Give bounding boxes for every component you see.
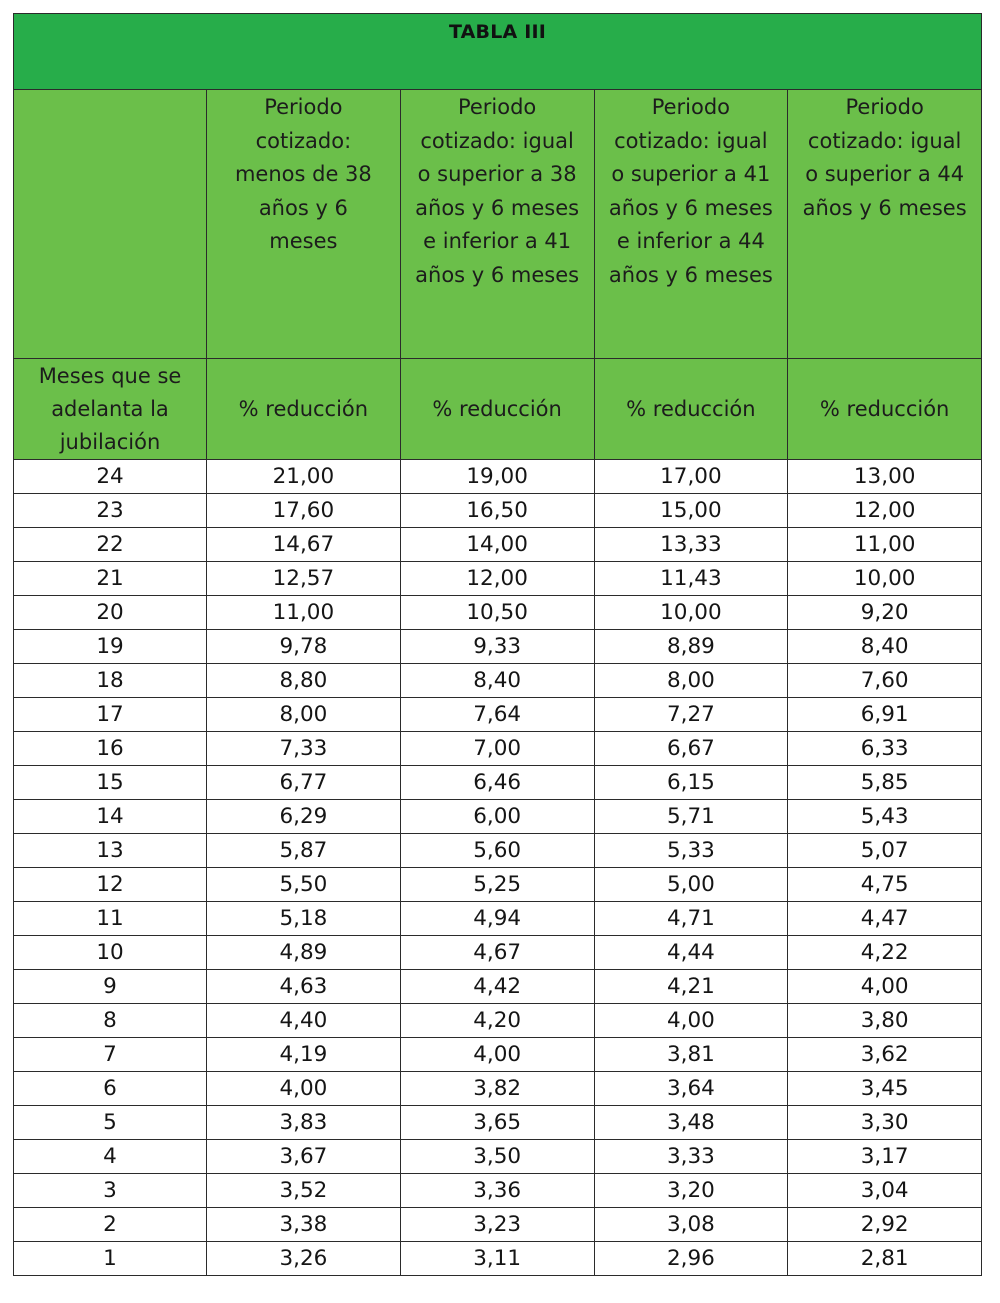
months-cell: 1 bbox=[14, 1242, 207, 1276]
reduction-cell: 6,15 bbox=[594, 766, 788, 800]
months-cell: 13 bbox=[14, 834, 207, 868]
reduction-cell: 3,80 bbox=[788, 1004, 982, 1038]
column-header-label: Periodo cotizado: igual o superior a 38 años y 6 meses e inferior a 41 años y 6 meses bbox=[415, 95, 580, 287]
months-cell: 15 bbox=[14, 766, 207, 800]
reduction-cell: 3,64 bbox=[594, 1072, 788, 1106]
reduction-cell: 5,18 bbox=[207, 902, 401, 936]
table-row bbox=[14, 834, 982, 868]
months-cell: 3 bbox=[14, 1174, 207, 1208]
table-row bbox=[14, 596, 982, 630]
table-row bbox=[14, 936, 982, 970]
reduction-cell: 5,50 bbox=[207, 868, 401, 902]
reduction-cell: 17,60 bbox=[207, 494, 401, 528]
months-cell: 17 bbox=[14, 698, 207, 732]
table-row bbox=[14, 732, 982, 766]
reduction-cell: 11,00 bbox=[788, 528, 982, 562]
reduction-cell: 11,00 bbox=[207, 596, 401, 630]
reduction-cell: 10,00 bbox=[788, 562, 982, 596]
reduction-table bbox=[13, 13, 982, 1276]
reduction-cell: 9,78 bbox=[207, 630, 401, 664]
table-row bbox=[14, 1242, 982, 1276]
months-cell: 20 bbox=[14, 596, 207, 630]
reduction-cell: 3,33 bbox=[594, 1140, 788, 1174]
reduction-cell: 6,46 bbox=[400, 766, 594, 800]
reduction-cell: 4,42 bbox=[400, 970, 594, 1004]
reduction-cell: 8,40 bbox=[400, 664, 594, 698]
reduction-cell: 8,00 bbox=[207, 698, 401, 732]
reduction-cell: 17,00 bbox=[594, 460, 788, 494]
table-row bbox=[14, 970, 982, 1004]
reduction-cell: 3,20 bbox=[594, 1174, 788, 1208]
reduction-cell: 7,33 bbox=[207, 732, 401, 766]
sub-header-reduction: % reducción bbox=[788, 359, 982, 460]
reduction-cell: 3,81 bbox=[594, 1038, 788, 1072]
table-row bbox=[14, 494, 982, 528]
reduction-cell: 5,33 bbox=[594, 834, 788, 868]
table-row bbox=[14, 664, 982, 698]
reduction-cell: 16,50 bbox=[400, 494, 594, 528]
months-cell: 9 bbox=[14, 970, 207, 1004]
title-row bbox=[14, 14, 982, 90]
reduction-cell: 6,91 bbox=[788, 698, 982, 732]
table-row bbox=[14, 460, 982, 494]
reduction-cell: 4,00 bbox=[207, 1072, 401, 1106]
table-row bbox=[14, 630, 982, 664]
months-cell: 6 bbox=[14, 1072, 207, 1106]
reduction-cell: 3,11 bbox=[400, 1242, 594, 1276]
reduction-cell: 8,80 bbox=[207, 664, 401, 698]
months-cell: 23 bbox=[14, 494, 207, 528]
reduction-cell: 6,33 bbox=[788, 732, 982, 766]
reduction-cell: 2,92 bbox=[788, 1208, 982, 1242]
table-row bbox=[14, 1106, 982, 1140]
column-header-2 bbox=[400, 90, 594, 359]
reduction-cell: 3,52 bbox=[207, 1174, 401, 1208]
reduction-cell: 6,29 bbox=[207, 800, 401, 834]
reduction-cell: 4,00 bbox=[594, 1004, 788, 1038]
table-row bbox=[14, 562, 982, 596]
table-row bbox=[14, 1072, 982, 1106]
table-title: TABLA III bbox=[14, 14, 982, 90]
table-row bbox=[14, 528, 982, 562]
months-cell: 21 bbox=[14, 562, 207, 596]
reduction-cell: 4,20 bbox=[400, 1004, 594, 1038]
reduction-cell: 3,83 bbox=[207, 1106, 401, 1140]
reduction-cell: 4,94 bbox=[400, 902, 594, 936]
months-cell: 19 bbox=[14, 630, 207, 664]
table-row bbox=[14, 1038, 982, 1072]
reduction-cell: 19,00 bbox=[400, 460, 594, 494]
reduction-cell: 3,38 bbox=[207, 1208, 401, 1242]
reduction-cell: 9,33 bbox=[400, 630, 594, 664]
sub-header-row bbox=[14, 359, 982, 460]
months-cell: 12 bbox=[14, 868, 207, 902]
reduction-cell: 8,40 bbox=[788, 630, 982, 664]
reduction-cell: 5,43 bbox=[788, 800, 982, 834]
reduction-cell: 3,08 bbox=[594, 1208, 788, 1242]
column-header-label bbox=[14, 90, 206, 91]
reduction-cell: 15,00 bbox=[594, 494, 788, 528]
reduction-cell: 3,30 bbox=[788, 1106, 982, 1140]
reduction-cell: 4,21 bbox=[594, 970, 788, 1004]
sub-header-reduction: % reducción bbox=[400, 359, 594, 460]
table-row bbox=[14, 1208, 982, 1242]
reduction-cell: 8,89 bbox=[594, 630, 788, 664]
reduction-cell: 11,43 bbox=[594, 562, 788, 596]
table-row bbox=[14, 766, 982, 800]
reduction-cell: 6,77 bbox=[207, 766, 401, 800]
reduction-cell: 6,00 bbox=[400, 800, 594, 834]
months-cell: 16 bbox=[14, 732, 207, 766]
months-cell: 8 bbox=[14, 1004, 207, 1038]
reduction-cell: 3,36 bbox=[400, 1174, 594, 1208]
reduction-cell: 4,19 bbox=[207, 1038, 401, 1072]
reduction-cell: 3,50 bbox=[400, 1140, 594, 1174]
reduction-cell: 5,00 bbox=[594, 868, 788, 902]
reduction-cell: 4,00 bbox=[400, 1038, 594, 1072]
reduction-cell: 21,00 bbox=[207, 460, 401, 494]
months-cell: 7 bbox=[14, 1038, 207, 1072]
sub-header-months bbox=[14, 359, 207, 460]
months-cell: 22 bbox=[14, 528, 207, 562]
reduction-cell: 12,00 bbox=[400, 562, 594, 596]
table-row bbox=[14, 698, 982, 732]
reduction-cell: 5,60 bbox=[400, 834, 594, 868]
reduction-cell: 3,67 bbox=[207, 1140, 401, 1174]
reduction-cell: 3,04 bbox=[788, 1174, 982, 1208]
column-header-1 bbox=[207, 90, 401, 359]
reduction-cell: 4,71 bbox=[594, 902, 788, 936]
months-cell: 14 bbox=[14, 800, 207, 834]
table-row bbox=[14, 868, 982, 902]
reduction-cell: 2,81 bbox=[788, 1242, 982, 1276]
reduction-cell: 4,67 bbox=[400, 936, 594, 970]
reduction-cell: 5,85 bbox=[788, 766, 982, 800]
reduction-cell: 3,48 bbox=[594, 1106, 788, 1140]
months-cell: 18 bbox=[14, 664, 207, 698]
reduction-cell: 3,82 bbox=[400, 1072, 594, 1106]
reduction-cell: 7,64 bbox=[400, 698, 594, 732]
column-header-3 bbox=[594, 90, 788, 359]
reduction-cell: 4,40 bbox=[207, 1004, 401, 1038]
reduction-cell: 6,67 bbox=[594, 732, 788, 766]
reduction-cell: 14,67 bbox=[207, 528, 401, 562]
column-header-label: Periodo cotizado: igual o superior a 41 años y 6 meses e inferior a 44 años y 6 meses bbox=[608, 95, 773, 287]
reduction-cell: 4,22 bbox=[788, 936, 982, 970]
reduction-cell: 9,20 bbox=[788, 596, 982, 630]
table-row bbox=[14, 902, 982, 936]
reduction-cell: 4,44 bbox=[594, 936, 788, 970]
months-cell: 24 bbox=[14, 460, 207, 494]
reduction-cell: 3,45 bbox=[788, 1072, 982, 1106]
reduction-cell: 10,00 bbox=[594, 596, 788, 630]
reduction-cell: 5,07 bbox=[788, 834, 982, 868]
reduction-cell: 4,00 bbox=[788, 970, 982, 1004]
months-cell: 2 bbox=[14, 1208, 207, 1242]
months-cell: 4 bbox=[14, 1140, 207, 1174]
reduction-cell: 7,60 bbox=[788, 664, 982, 698]
table-row bbox=[14, 1174, 982, 1208]
column-header-row bbox=[14, 90, 982, 359]
reduction-cell: 14,00 bbox=[400, 528, 594, 562]
reduction-cell: 3,17 bbox=[788, 1140, 982, 1174]
sub-header-reduction: % reducción bbox=[594, 359, 788, 460]
reduction-cell: 12,57 bbox=[207, 562, 401, 596]
reduction-cell: 10,50 bbox=[400, 596, 594, 630]
reduction-cell: 4,89 bbox=[207, 936, 401, 970]
column-header-label: Periodo cotizado: igual o superior a 44 años y 6 meses bbox=[802, 95, 967, 220]
reduction-cell: 13,00 bbox=[788, 460, 982, 494]
reduction-cell: 3,23 bbox=[400, 1208, 594, 1242]
reduction-cell: 12,00 bbox=[788, 494, 982, 528]
months-cell: 11 bbox=[14, 902, 207, 936]
months-cell: 10 bbox=[14, 936, 207, 970]
sub-header-label: Meses que se adelanta la jubilación bbox=[38, 363, 182, 454]
reduction-cell: 4,75 bbox=[788, 868, 982, 902]
sub-header-reduction: % reducción bbox=[207, 359, 401, 460]
reduction-cell: 4,47 bbox=[788, 902, 982, 936]
reduction-cell: 5,71 bbox=[594, 800, 788, 834]
reduction-cell: 5,25 bbox=[400, 868, 594, 902]
reduction-cell: 3,65 bbox=[400, 1106, 594, 1140]
reduction-cell: 7,00 bbox=[400, 732, 594, 766]
months-cell: 5 bbox=[14, 1106, 207, 1140]
reduction-cell: 3,26 bbox=[207, 1242, 401, 1276]
reduction-cell: 7,27 bbox=[594, 698, 788, 732]
reduction-cell: 13,33 bbox=[594, 528, 788, 562]
table-row bbox=[14, 1140, 982, 1174]
table-row bbox=[14, 1004, 982, 1038]
reduction-cell: 2,96 bbox=[594, 1242, 788, 1276]
column-header-label: Periodo cotizado: menos de 38 años y 6 meses bbox=[234, 95, 372, 253]
column-header-empty bbox=[14, 90, 207, 359]
reduction-cell: 3,62 bbox=[788, 1038, 982, 1072]
reduction-cell: 5,87 bbox=[207, 834, 401, 868]
table-row bbox=[14, 800, 982, 834]
reduction-cell: 8,00 bbox=[594, 664, 788, 698]
column-header-4 bbox=[788, 90, 982, 359]
reduction-cell: 4,63 bbox=[207, 970, 401, 1004]
